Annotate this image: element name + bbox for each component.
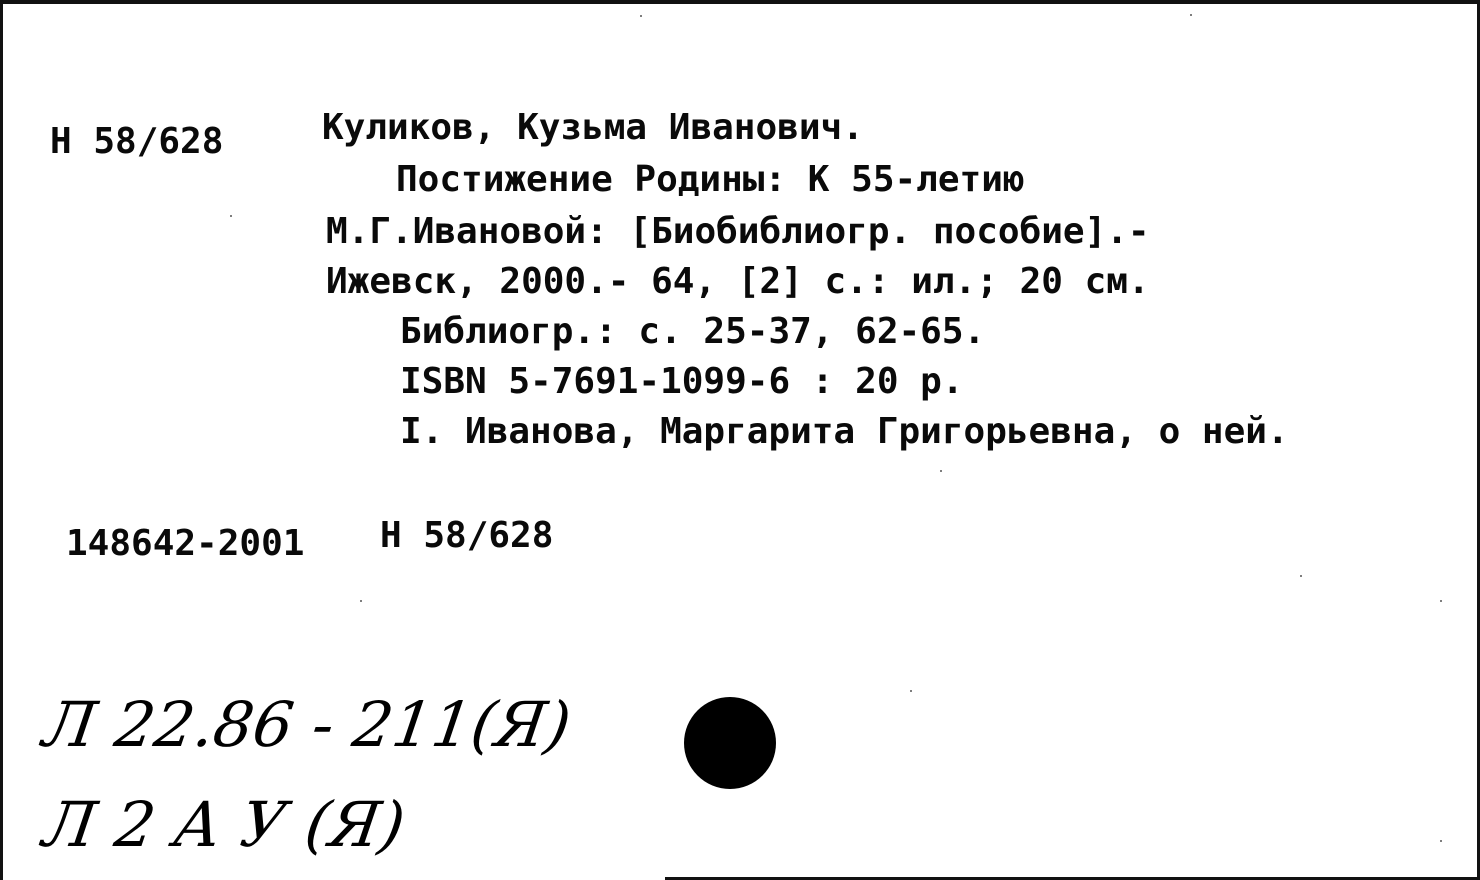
isbn-line: ISBN 5-7691-1099-6 : 20 р. [400,361,964,402]
added-entry: I. Иванова, Маргарита Григорьевна, о ней. [400,411,1289,452]
card-border-left [0,0,3,880]
scan-speck [1440,840,1442,842]
scan-speck [230,215,232,217]
handwritten-class-number-1: Л 22.86 - 211(Я) [38,688,576,761]
scan-speck [1190,14,1192,16]
shelf-mark: Н 58/628 [50,121,224,162]
card-border-top [0,0,1480,4]
scan-speck [940,470,942,472]
accession-number: 148642-2001 [66,523,305,564]
scan-speck [910,690,912,692]
title-line-2: М.Г.Ивановой: [Биобиблиогр. пособие].- [326,211,1150,252]
title-line-3: Ижевск, 2000.- 64, [2] с.: ил.; 20 см. [326,261,1150,302]
title-line-1: Постижение Родины: К 55-летию [396,159,1025,200]
bibliography-note: Библиогр.: с. 25-37, 62-65. [400,311,986,352]
author-heading: Куликов, Кузьма Иванович. [322,107,864,148]
scan-speck [1440,600,1442,602]
scan-speck [640,15,642,17]
scan-speck [1300,575,1302,577]
scan-speck [360,600,362,602]
handwritten-class-number-2: Л 2 А У (Я) [38,788,410,861]
punch-hole [684,697,776,789]
shelf-mark-bottom: Н 58/628 [380,515,554,556]
